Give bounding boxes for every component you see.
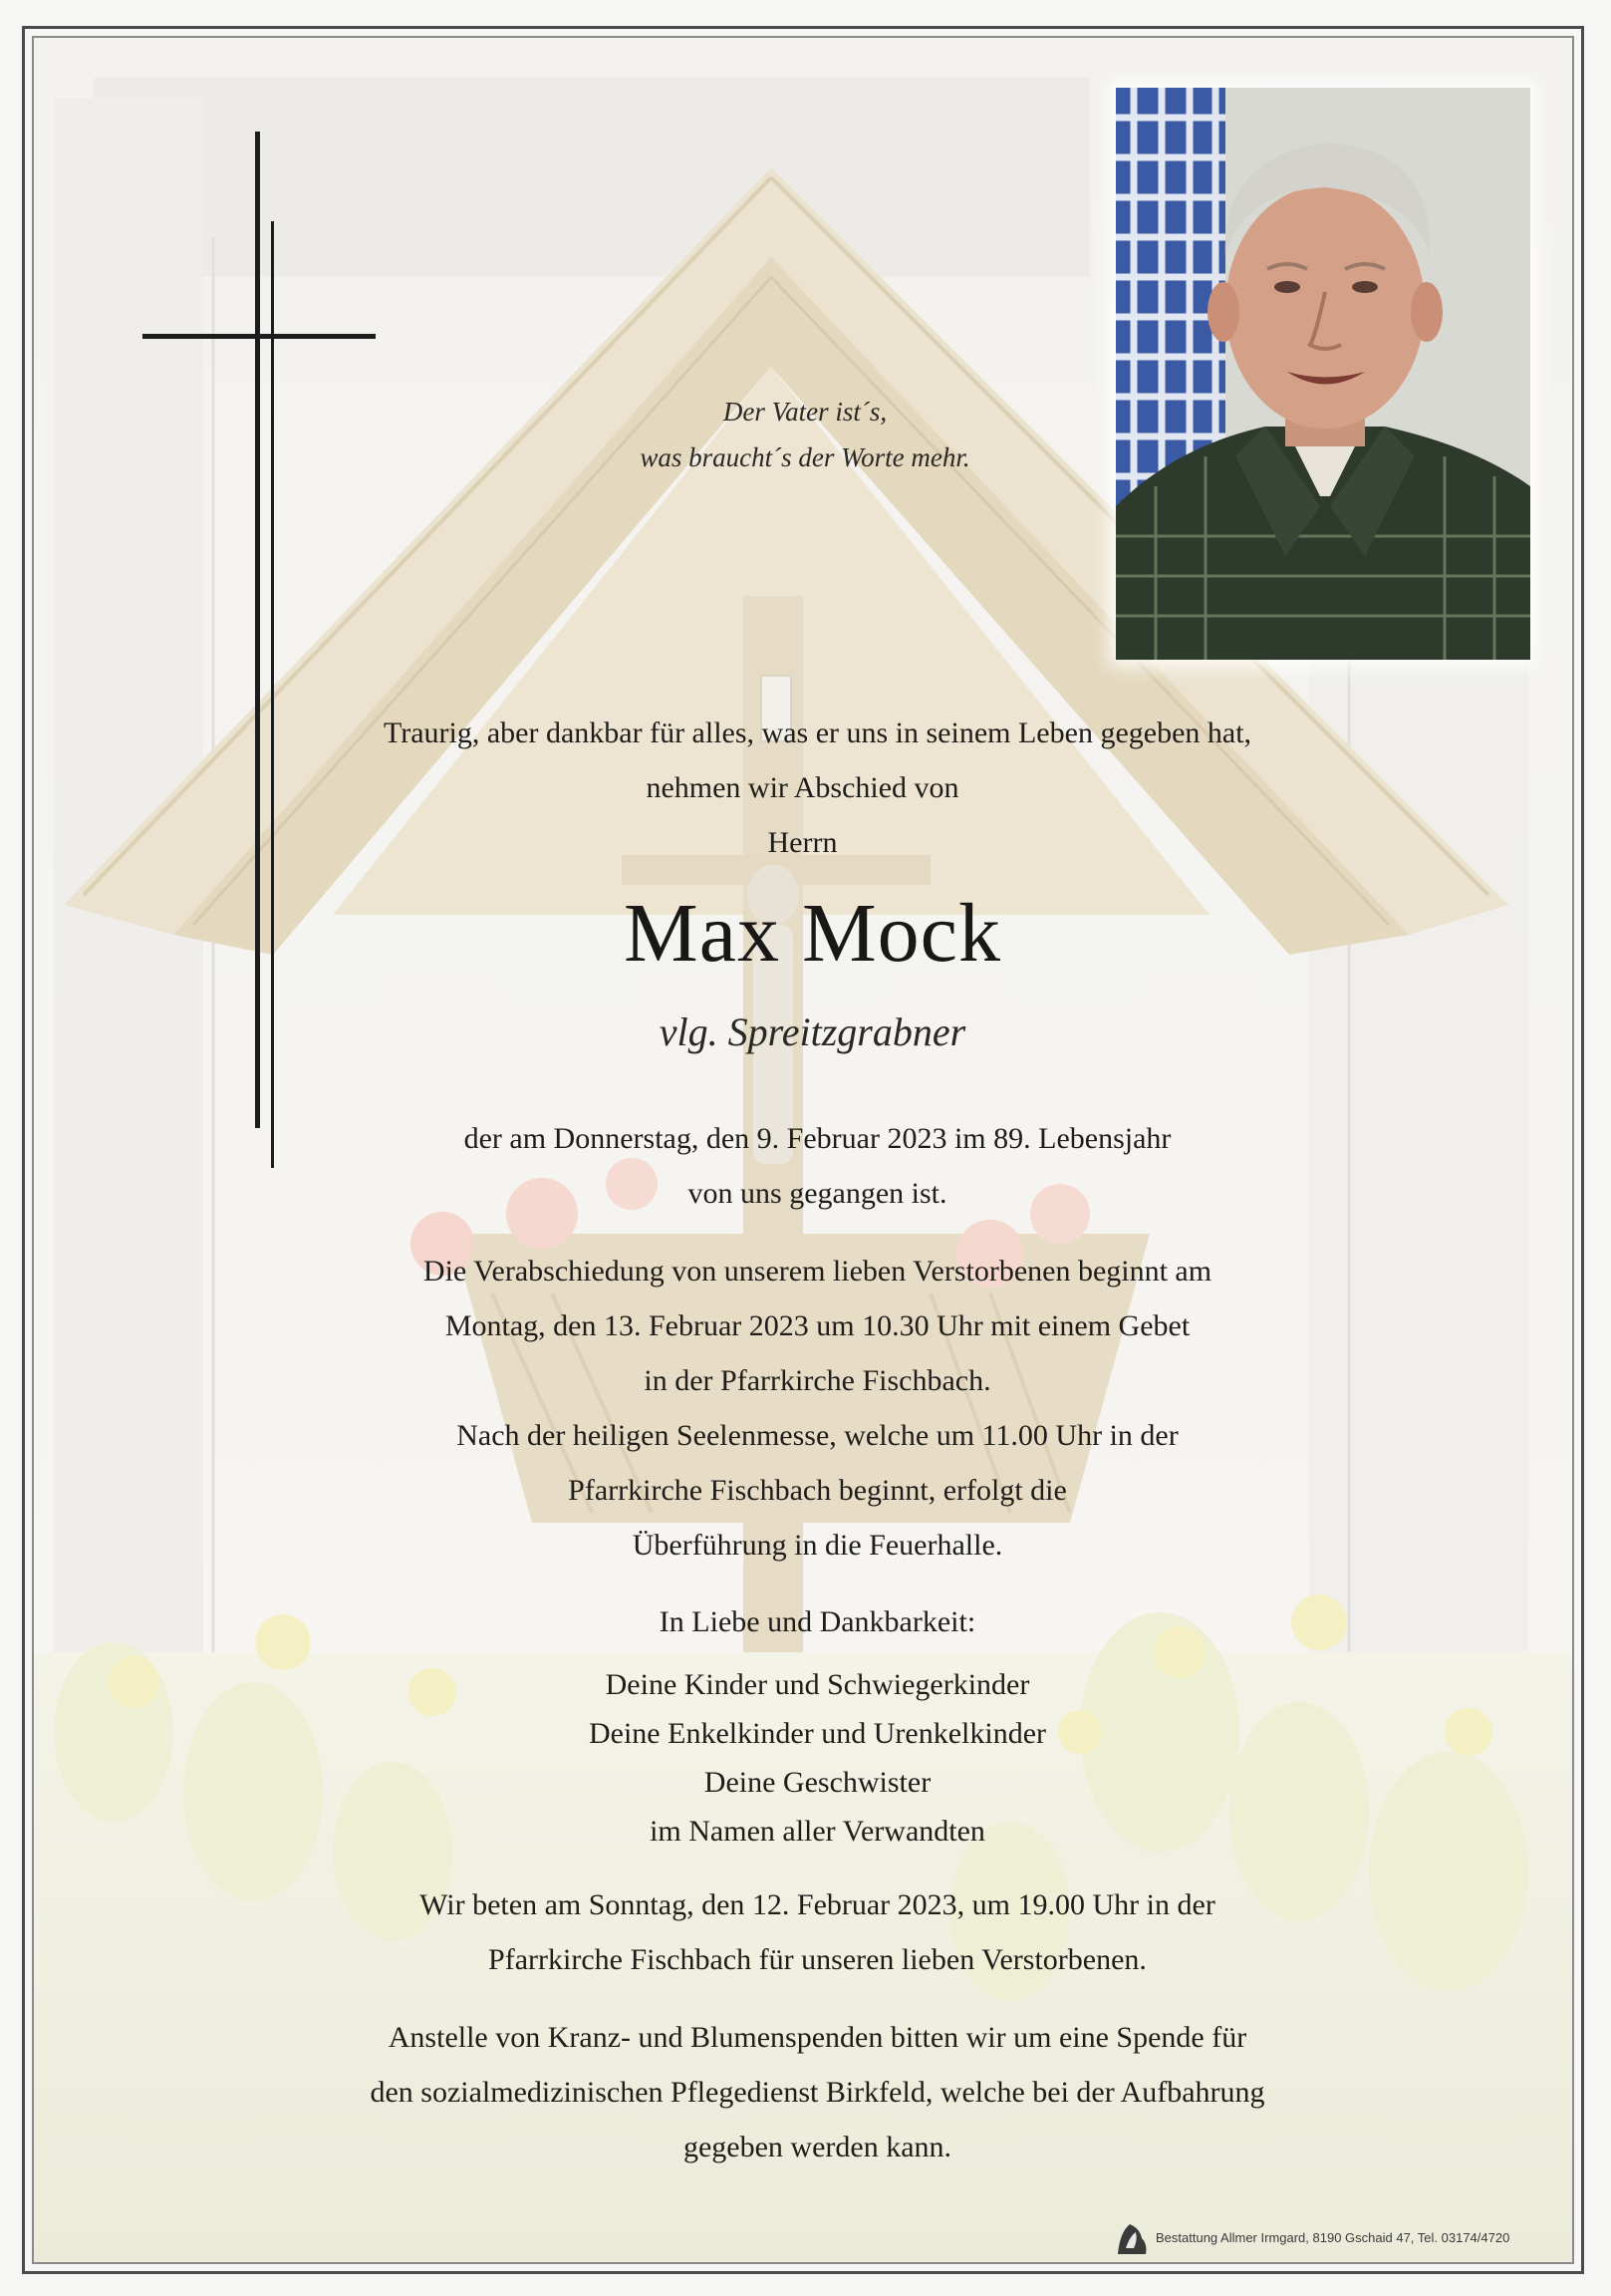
motto-line-2: was braucht´s der Worte mehr. (640, 442, 970, 472)
deceased-name: Max Mock (624, 887, 1001, 980)
intro-text-2 (0, 760, 1608, 870)
portrait-photo (1116, 88, 1530, 660)
intro-line-3: Herrn (767, 826, 838, 859)
mourners-heading: In Liebe und Dankbarkeit: (659, 1605, 976, 1638)
motto (606, 389, 1004, 480)
intro-line-2: nehmen wir Abschied von (646, 771, 959, 804)
ceremony-line-2: Montag, den 13. Februar 2023 um 10.30 Uhr mit einem Gebet (444, 1309, 1191, 1342)
prayer-info (12, 1877, 1611, 1987)
prayer-line-2: Pfarrkirche Fischbach für unseren lieben Verstorbenen. (488, 1943, 1147, 1976)
donation-request (12, 2010, 1611, 2174)
deceased-vulgo-name: vlg. Spreitzgrabner (659, 1009, 966, 1054)
donation-line-3: gegeben werden kann. (682, 2131, 952, 2163)
mourner-item: Deine Enkelkinder und Urenkelkinder (588, 1717, 1046, 1750)
intro-text (12, 706, 1611, 760)
intro-line-1: Traurig, aber dankbar für alles, was er uns in seinem Leben gegeben hat, (383, 717, 1252, 749)
motto-line-1: Der Vater ist´s, (722, 397, 888, 427)
donation-line-1: Anstelle von Kranz- und Blumenspenden bitten wir um eine Spende für (388, 2021, 1247, 2054)
death-line-1: der am Donnerstag, den 9. Februar 2023 im 89. Lebensjahr (463, 1122, 1172, 1155)
mourner-item: Deine Geschwister (703, 1766, 932, 1799)
donation-line-2: den sozialmedizinischen Pflegedienst Birkfeld, welche bei der Aufbahrung (370, 2076, 1265, 2109)
mourners-list (12, 1660, 1611, 1856)
mourner-item: Deine Kinder und Schwiegerkinder (605, 1668, 1030, 1701)
funeral-home-contact: Bestattung Allmer Irmgard, 8190 Gschaid 47, Tel. 03174/4720 (1156, 2230, 1510, 2245)
death-line-2: von uns gegangen ist. (687, 1177, 947, 1210)
prayer-line-1: Wir beten am Sonntag, den 12. Februar 2023, um 19.00 Uhr in der (419, 1888, 1215, 1921)
funeral-home-logo-icon (1112, 2218, 1152, 2258)
ceremony-line-1: Die Verabschiedung von unserem lieben Verstorbenen beginnt am (422, 1255, 1212, 1288)
funeral-home-footer (1112, 2218, 1550, 2258)
mourner-item: im Namen aller Verwandten (650, 1815, 985, 1848)
cross-icon-beam (142, 334, 376, 339)
ceremony-line-6: Überführung in die Feuerhalle. (632, 1529, 1003, 1562)
ceremony-line-4: Nach der heiligen Seelenmesse, welche um 11.00 Uhr in der (456, 1419, 1179, 1452)
ceremony-info (12, 1244, 1611, 1573)
ceremony-line-3: in der Pfarrkirche Fischbach. (644, 1364, 991, 1397)
death-notice (12, 1111, 1611, 1221)
ceremony-line-5: Pfarrkirche Fischbach beginnt, erfolgt die (568, 1474, 1067, 1507)
